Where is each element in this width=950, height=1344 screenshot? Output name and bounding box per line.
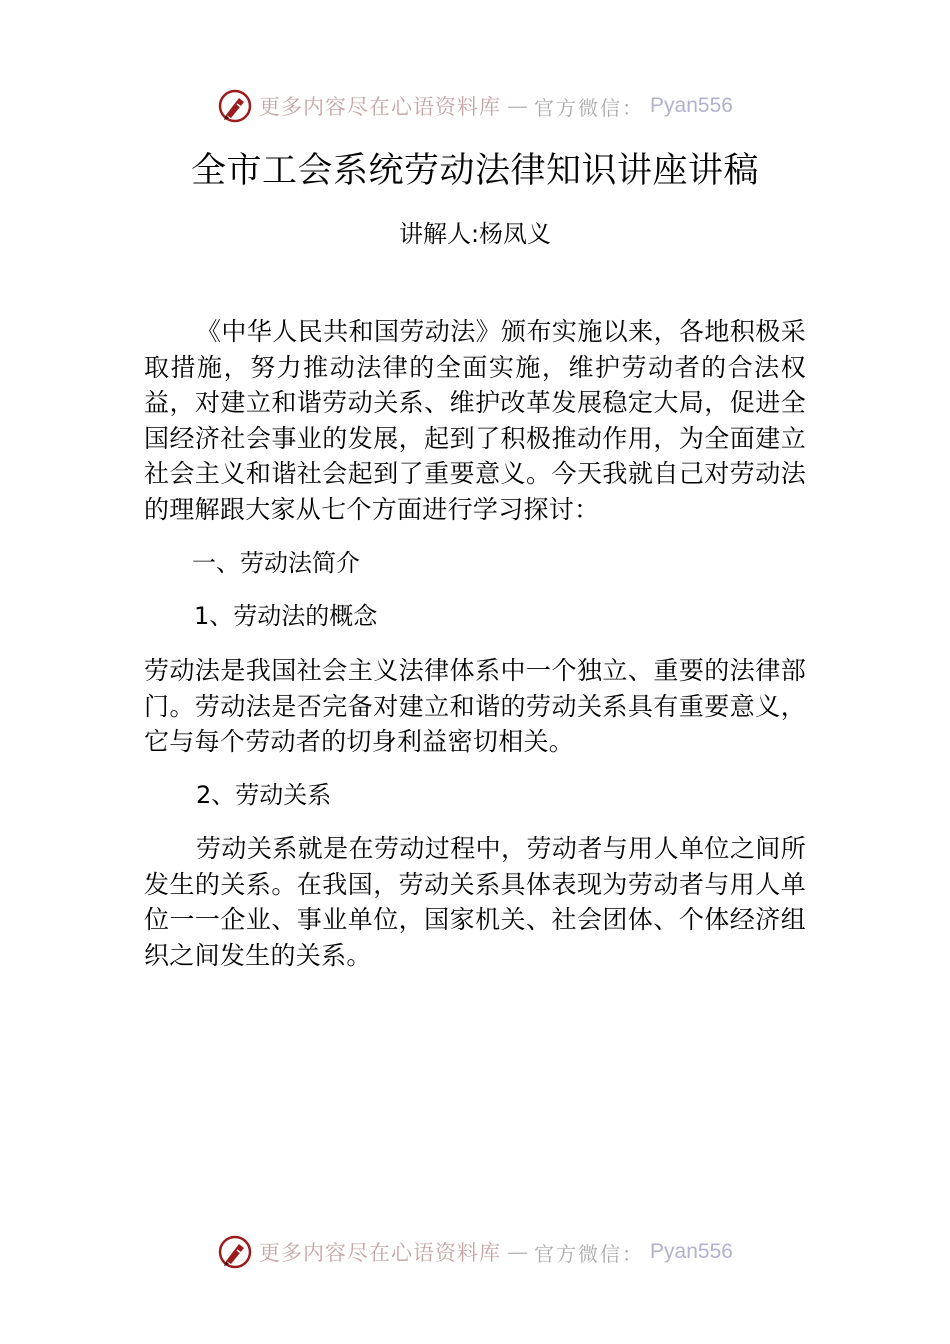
banner-separator: — (507, 1240, 529, 1264)
subsection-heading-2: 2、劳动关系 (196, 781, 332, 809)
banner-text: 更多内容尽在心语资料库 (259, 95, 502, 119)
document-speaker: 讲解人:杨凤义 (398, 220, 552, 248)
pen-logo-icon (217, 88, 253, 124)
banner-wechat-label: 官方微信： (534, 1241, 645, 1266)
footer-watermark-banner (0, 1234, 950, 1270)
paragraph-intro: 《中华人民共和国劳动法》颁布实施以来，各地积极采取措施，努力推动法律的全面实施，维护劳动者的合法权益，对建立和谐劳动关系、维护改革发展稳定大局，促进全国经济社会事业的发展，起到了积极推动作用，为全面建立社会主义和谐社会起到了重要意义。今天我就自己对劳动法的理解跟大家从七个方面进行学习探讨： (144, 317, 806, 524)
document-title: 全市工会系统劳动法律知识讲座讲稿 (190, 151, 759, 191)
header-watermark-banner (0, 88, 950, 124)
banner-wechat-label: 官方微信： (534, 95, 645, 120)
paragraph-labor-law-concept: 劳动法是我国社会主义法律体系中一个独立、重要的法律部门。劳动法是否完备对建立和谐的劳动关系具有重要意义，它与每个劳动者的切身利益密切相关。 (144, 656, 806, 757)
banner-text: 更多内容尽在心语资料库 (259, 1241, 502, 1265)
banner-separator: — (507, 94, 529, 118)
banner-wechat-id: Pyan556 (650, 1240, 733, 1263)
pen-logo-icon (217, 1234, 253, 1270)
banner-wechat-id: Pyan556 (650, 94, 733, 117)
paragraph-labor-relations: 劳动关系就是在劳动过程中，劳动者与用人单位之间所发生的关系。在我国，劳动关系具体表现为劳动者与用人单位一一企业、事业单位，国家机关、社会团体、个体经济组织之间发生的关系。 (144, 834, 806, 970)
subsection-heading-1: 1、劳动法的概念 (194, 602, 378, 630)
section-heading-1: 一、劳动法简介 (192, 549, 360, 577)
